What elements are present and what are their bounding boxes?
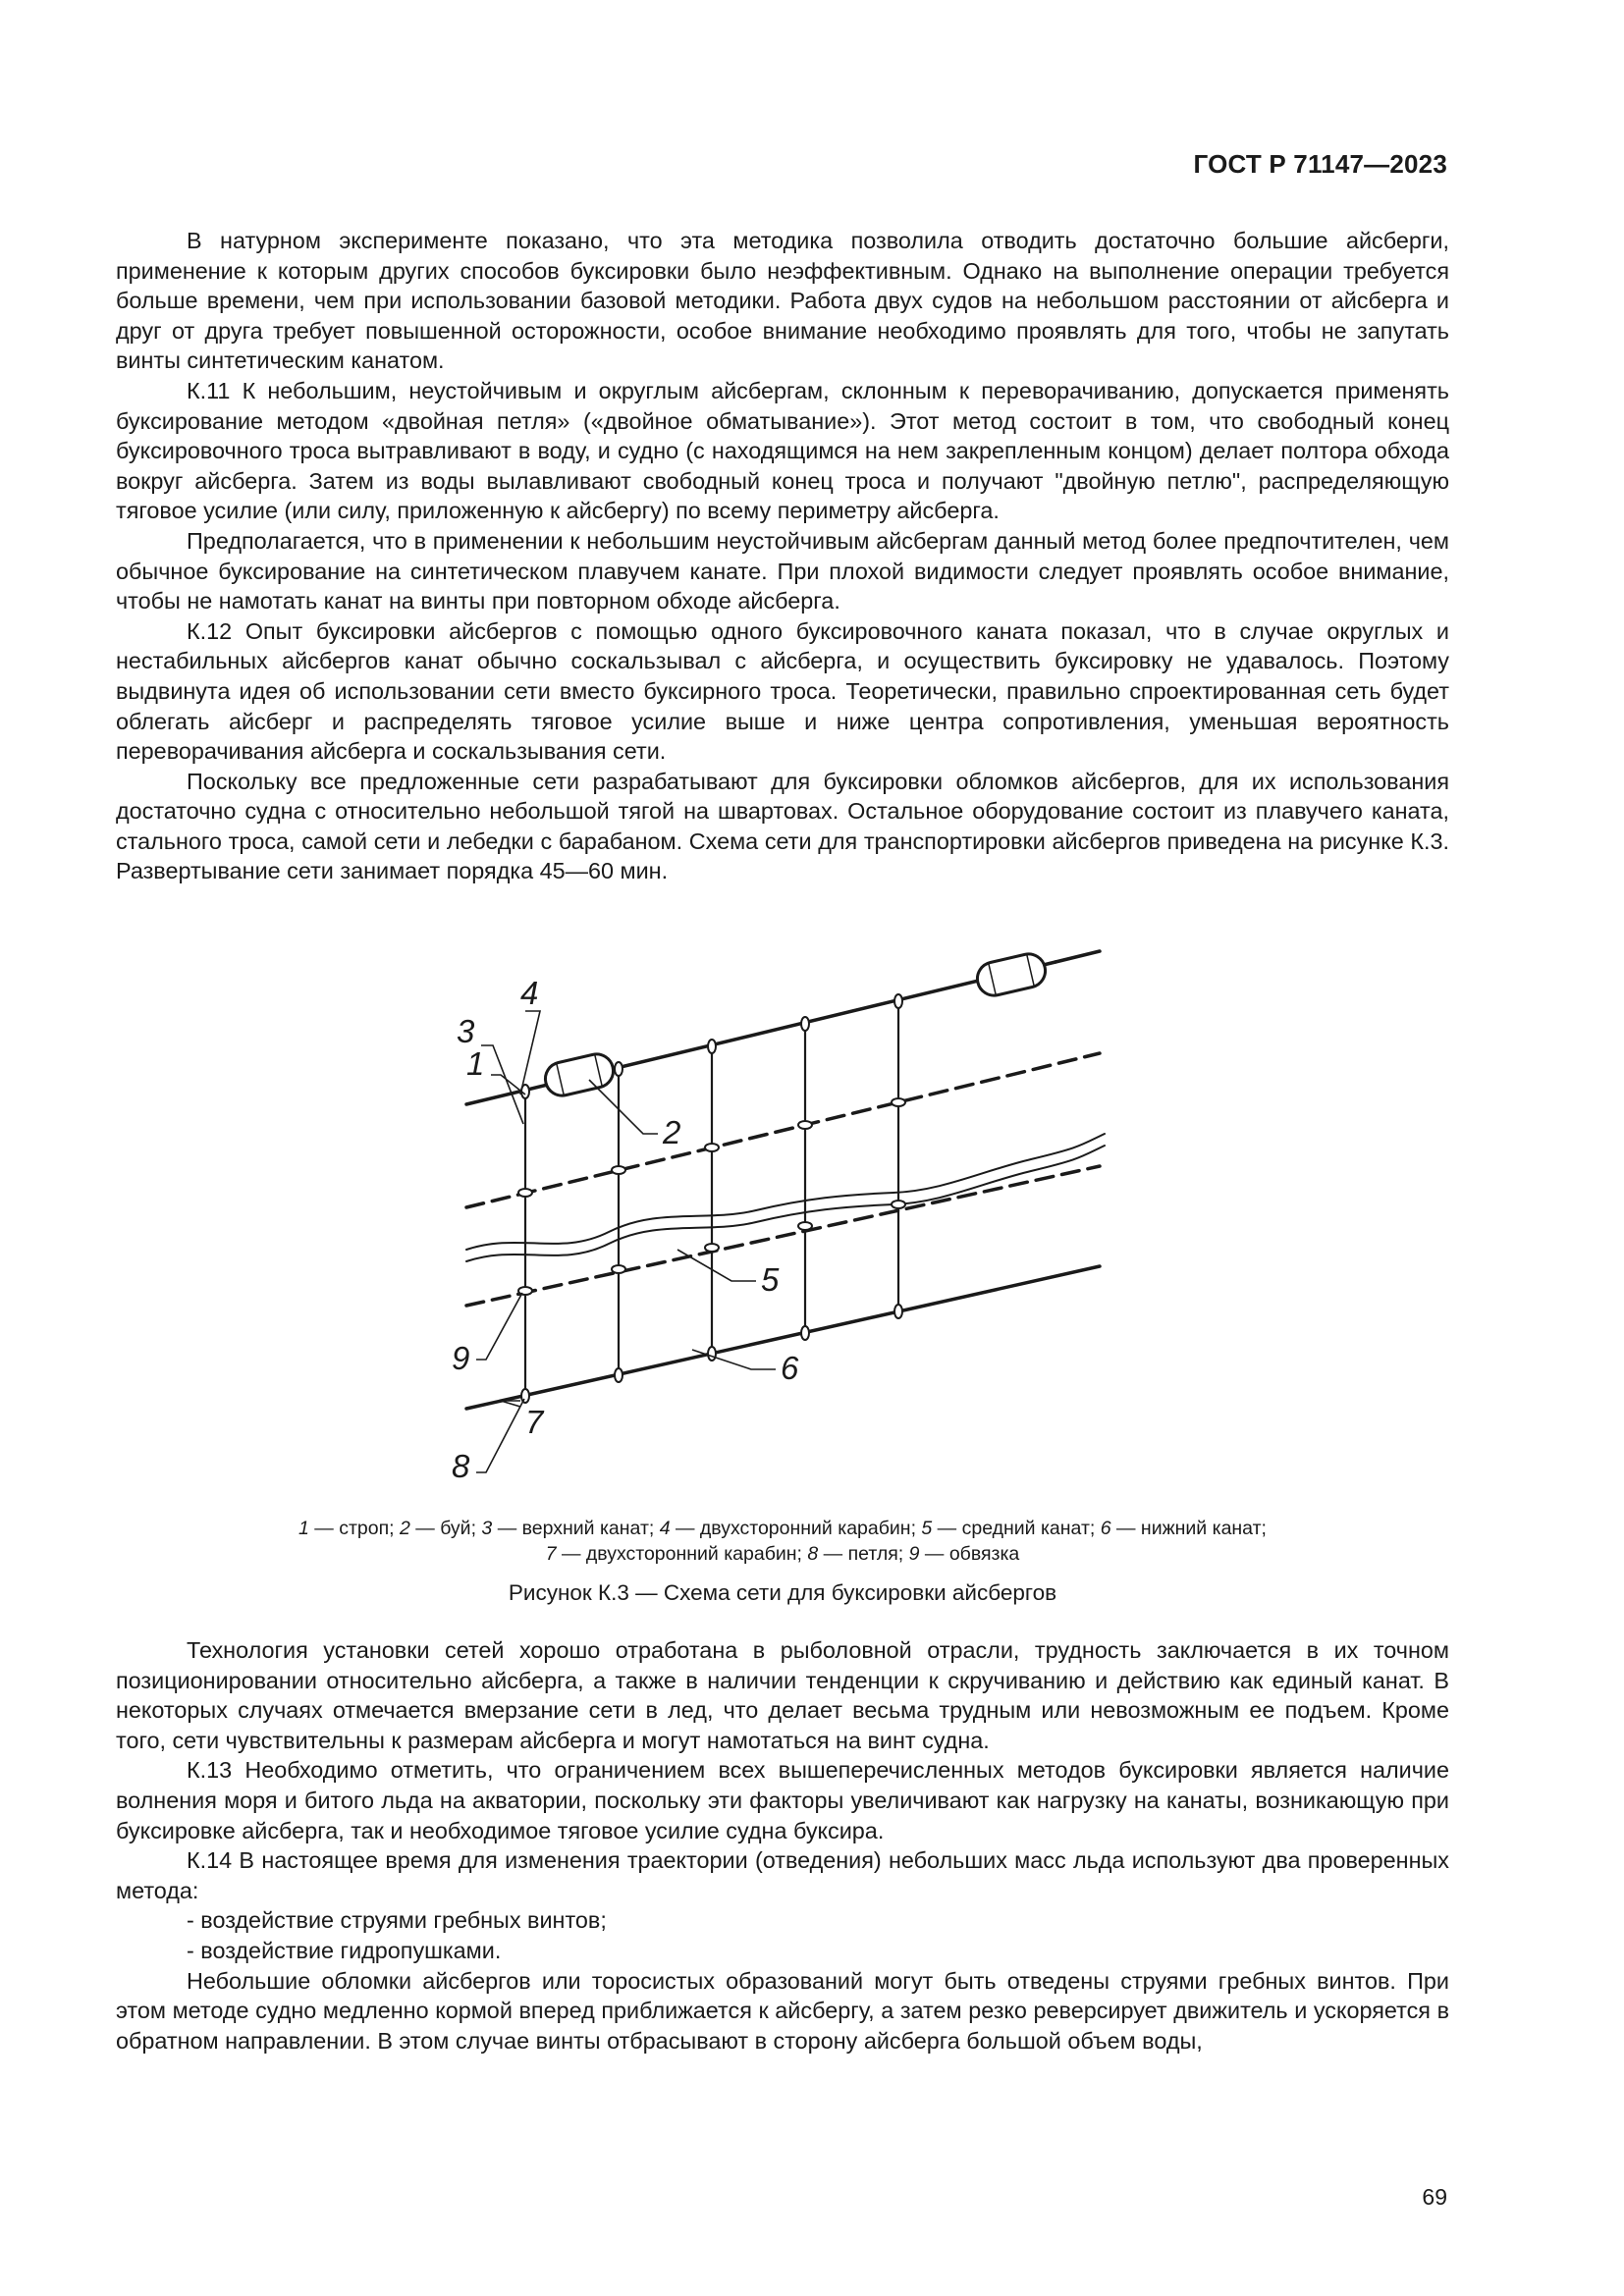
body-text-bottom [116, 1635, 1449, 2056]
figure-label-2: 2 [663, 1114, 681, 1150]
legend-text: — нижний канат; [1110, 1518, 1267, 1539]
figure-label-5: 5 [761, 1261, 780, 1298]
water-line-1 [466, 1134, 1105, 1250]
legend-num: 6 [1100, 1518, 1111, 1539]
body-text-top [116, 226, 1449, 886]
net-diagram-figure [432, 937, 1139, 1487]
paragraph: Поскольку все предложенные сети разрабатывают для буксировки обломков айсбергов, для их использования достаточно судна с относительно небольшой тягой на швартовах. Остальное оборудование состоит из плавучего каната, стального троса, самой сети и лебедки с барабаном. Схема сети для транспортировки айсбергов приведена на рисунке К.3. Развертывание сети занимает порядка 45—60 мин. [116, 768, 1449, 884]
paragraph: К.12 Опыт буксировки айсбергов с помощью одного буксировочного каната показал, что в случае округлых и нестабильных айсбергов канат обычно соскальзывал с айсберга, и осуществить буксировку не удавалось. Поэтому выдвинута идея об использовании сети вместо буксирного троса. Теоретически, правильно спроектированная сеть будет облегать айсберг и распределять тяговое усилие выше и ниже центра сопротивления, уменьшая вероятность переворачивания айсберга и соскальзывания сети. [116, 617, 1449, 765]
legend-text: — средний канат; [932, 1518, 1101, 1539]
legend-num: 8 [807, 1543, 819, 1565]
page-number: 69 [1422, 2184, 1447, 2210]
legend-num: 4 [659, 1518, 671, 1539]
legend-text: — петля; [818, 1543, 909, 1565]
legend-line-2 [116, 1541, 1449, 1567]
figure-label-4: 4 [520, 975, 539, 1011]
figure-caption: Рисунок К.3 — Схема сети для буксировки айсбергов [508, 1580, 1057, 1605]
paragraph: В натурном эксперименте показано, что эта методика позволила отводить достаточно большие айсберги, применение к которым других способов буксировки было неэффективным. Однако на выполнение операции требуется больше времени, чем при использовании базовой методики. Работа двух судов на небольшом расстоянии от айсберга и друг от друга требует повышенной осторожности, особое внимание необходимо проявлять для того, чтобы не запутать винты синтетическим канатом. [116, 228, 1449, 374]
figure-label-1: 1 [466, 1045, 485, 1082]
legend-line-1 [116, 1516, 1449, 1541]
legend-text: — двухсторонний карабин; [670, 1518, 922, 1539]
buoy [974, 951, 1049, 999]
paragraph: К.11 К небольшим, неустойчивым и округлым айсбергам, склонным к переворачиванию, допускается применять буксирование методом «двойная петля» («двойное обматывание»). Этот метод состоит в том, что свободный конец буксировочного троса вытравливают в воду, и судно (с находящимся на нем закрепленным концом) делает полтора обхода вокруг айсберга. Затем из воды вылавливают свободный конец троса и получают "двойную петлю", распределяющую тяговое усилие (или силу, приложенную к айсбергу) по всему периметру айсберга. [116, 377, 1449, 524]
legend-text: — верхний канат; [492, 1518, 660, 1539]
top-rope-ext [1056, 951, 1100, 962]
legend-num: 1 [298, 1518, 309, 1539]
list-item: - воздействие струями гребных винтов; [187, 1907, 607, 1934]
paragraph: Небольшие обломки айсбергов или торосистых образований могут быть отведены струями гребных винтов. При этом методе судно медленно кормой вперед приближается к айсбергу, а затем резко реверсирует движитель и ускоряется в обратном направлении. В этом случае винты отбрасывают в сторону айсберга большой объем воды, [116, 1967, 1449, 2054]
figure-label-6: 6 [781, 1350, 799, 1386]
paragraph: Технология установки сетей хорошо отработана в рыболовной отрасли, трудность заключается в их точном позиционировании относительно айсберга, а также в наличии тенденции к скручиванию и действию как единый канат. В некоторых случаях отмечается вмерзание сети в лед, что делает весьма трудным или невозможным ее подъем. Кроме того, сети чувствительны к размерам айсберга и могут намотаться на винт судна. [116, 1637, 1449, 1753]
paragraph: К.14 В настоящее время для изменения траектории (отведения) небольших масс льда используют два проверенных метода: [116, 1847, 1449, 1903]
list-item: - воздействие гидропушками. [187, 1937, 502, 1963]
paragraph: Предполагается, что в применении к небольшим неустойчивым айсбергам данный метод более предпочтителен, чем обычное буксирование на синтетическом плавучем канате. При плохой видимости следует проявлять особое внимание, чтобы не намотать канат на винты при повторном обходе айсберга. [116, 527, 1449, 614]
middle-rope-lower [466, 1166, 1100, 1306]
legend-text: — строп; [308, 1518, 400, 1539]
paragraph: К.13 Необходимо отметить, что ограничением всех вышеперечисленных методов буксировки является наличие волнения моря и битого льда на акватории, поскольку эти факторы увеличивают как нагрузку на канаты, возникающую при буксировке айсберга, так и необходимое тяговое усилие судна буксира. [116, 1757, 1449, 1843]
figure-label-3: 3 [457, 1013, 475, 1049]
legend-num: 2 [400, 1518, 410, 1539]
legend-num: 5 [921, 1518, 933, 1539]
legend-num: 7 [545, 1543, 557, 1565]
legend-text: — двухсторонний карабин; [556, 1543, 808, 1565]
figure-legend [116, 1516, 1449, 1567]
legend-text: — обвязка [919, 1543, 1020, 1565]
bottom-rope [466, 1266, 1100, 1409]
document-header: ГОСТ Р 71147—2023 [1193, 149, 1447, 179]
net-diagram [432, 937, 1139, 1487]
legend-num: 9 [908, 1543, 920, 1565]
legend-text: — буй; [409, 1518, 482, 1539]
legend-num: 3 [481, 1518, 493, 1539]
buoy [542, 1051, 617, 1099]
figure-label-7: 7 [525, 1404, 544, 1440]
figure-label-8: 8 [452, 1448, 470, 1484]
figure-label-9: 9 [452, 1340, 470, 1376]
